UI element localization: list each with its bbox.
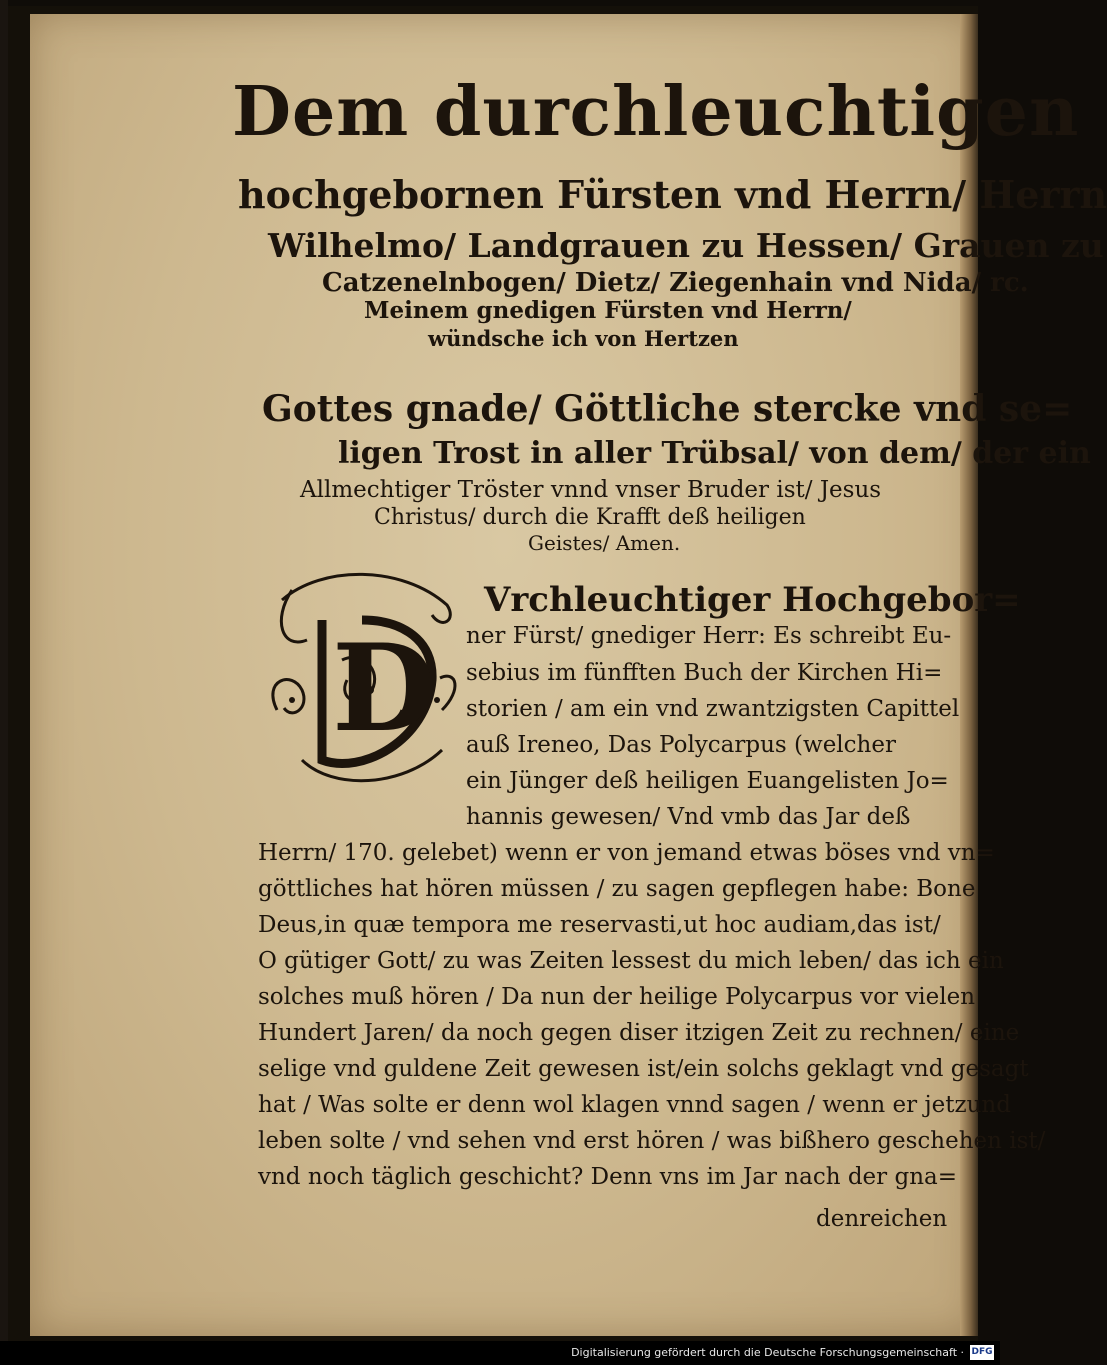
body-line: sebius im fünfften Buch der Kirchen Hi= — [466, 660, 943, 686]
heading-line-3: Wilhelmo/ Landgrauen zu Hessen/ Grauen zu — [268, 226, 1104, 265]
body-line: selige vnd guldene Zeit gewesen ist/ein solchs geklagt vnd gesagt — [258, 1056, 1029, 1082]
heading-line-1: Dem durchleuchtigen — [232, 72, 1080, 152]
body-line: storien / am ein vnd zwantzigsten Capittel — [466, 696, 960, 722]
heading-line-6: wündsche ich von Hertzen — [428, 326, 739, 351]
heading-line-5: Meinem gnedigen Fürsten vnd Herrn/ — [364, 297, 852, 324]
funding-notice: Digitalisierung gefördert durch die Deutsche Forschungsgemeinschaft · — [571, 1346, 964, 1359]
body-line: göttliches hat hören müssen / zu sagen gepflegen habe: Bone — [258, 876, 976, 902]
greeting-line-1: Gottes gnade/ Göttliche stercke vnd se= — [262, 388, 1073, 430]
heading-line-4: Catzenelnbogen/ Dietz/ Ziegenhain vnd Nida/ rc. — [322, 268, 1029, 298]
body-line: ner Fürst/ gnediger Herr: Es schreibt Eu- — [466, 623, 952, 649]
body-line: auß Ireneo, Das Polycarpus (welcher — [466, 732, 896, 758]
body-line: hannis gewesen/ Vnd vmb das Jar deß — [466, 804, 911, 830]
greeting-line-3: Allmechtiger Tröster vnnd vnser Bruder ist/ Jesus — [300, 477, 882, 503]
greeting-line-2: ligen Trost in aller Trübsal/ von dem/ der ein — [338, 436, 1091, 471]
body-line: Vrchleuchtiger Hochgebor= — [484, 580, 1021, 620]
initial-letter: D — [332, 618, 437, 759]
body-line: vnd noch täglich geschicht? Denn vns im Jar nach der gna= — [258, 1164, 957, 1190]
body-line: hat / Was solte er denn wol klagen vnnd sagen / wenn er jetzund — [258, 1092, 1011, 1118]
scan-left-edge — [0, 0, 8, 1341]
body-line: leben solte / vnd sehen vnd erst hören / was bißhero geschehen ist/ — [258, 1128, 1046, 1154]
catchword: denreichen — [816, 1206, 948, 1232]
decorated-initial — [262, 560, 462, 790]
body-line: Hundert Jaren/ da noch gegen diser itzigen Zeit zu rechnen/ eine — [258, 1020, 1020, 1046]
ornament-initial-icon — [262, 560, 462, 790]
body-line: ein Jünger deß heiligen Euangelisten Jo= — [466, 768, 949, 794]
heading-line-2: hochgebornen Fürsten vnd Herrn/ Herrn — [238, 172, 1107, 217]
body-line: Deus,in quæ tempora me reservasti,ut hoc audiam,das ist/ — [258, 912, 941, 938]
greeting-line-5: Geistes/ Amen. — [528, 531, 681, 555]
body-line: solches muß hören / Da nun der heilige Polycarpus vor vielen — [258, 984, 976, 1010]
footer-bar — [0, 1341, 1000, 1365]
greeting-line-4: Christus/ durch die Krafft deß heiligen — [374, 505, 806, 530]
body-line: O gütiger Gott/ zu was Zeiten lessest du mich leben/ das ich ein — [258, 948, 1004, 974]
body-line: Herrn/ 170. gelebet) wenn er von jemand etwas böses vnd vn= — [258, 840, 995, 866]
dfg-logo-icon: DFG — [970, 1345, 994, 1360]
